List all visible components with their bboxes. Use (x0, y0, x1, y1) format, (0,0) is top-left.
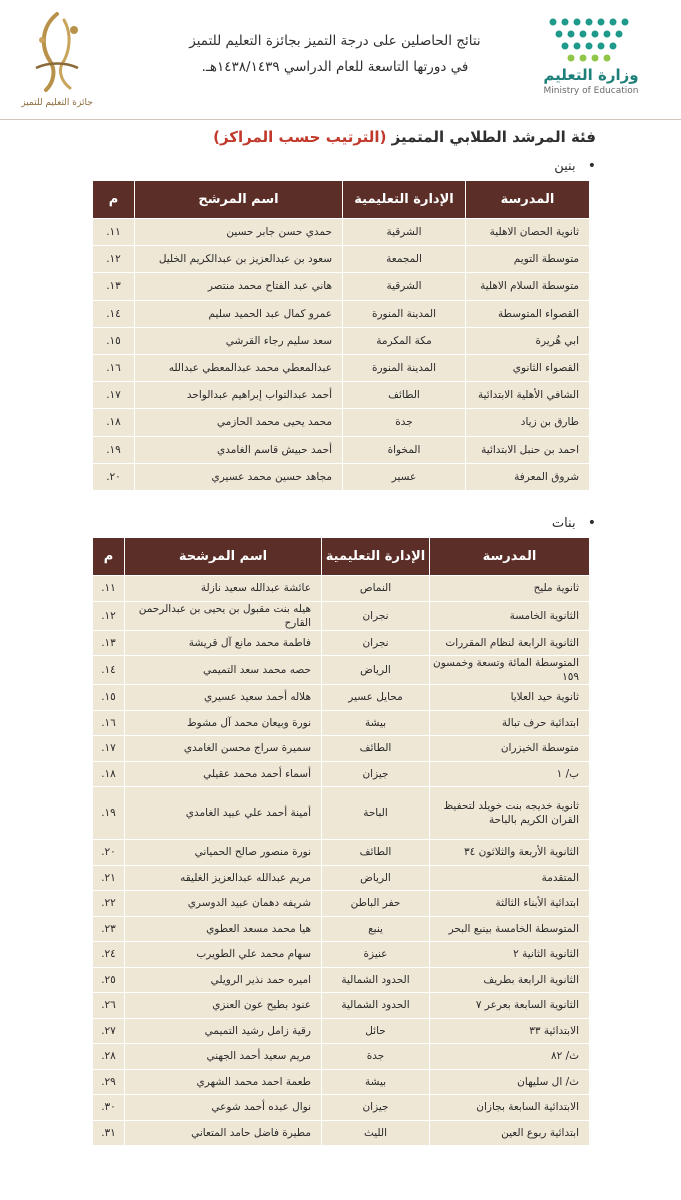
num-cell: ٢٠. (93, 463, 135, 490)
admin-cell: المدينة المنورة (343, 354, 466, 381)
girls-label-text: بنات (551, 516, 576, 531)
name-cell: رقية زامل رشيد التميمي (125, 1018, 322, 1044)
num-cell: ٢١. (93, 865, 125, 891)
admin-cell: الرياض (322, 865, 430, 891)
name-cell: نوال عبده أحمد شوعي (125, 1095, 322, 1121)
school-cell: ث/ ٨٢ (430, 1044, 590, 1070)
header-name: اسم المرشح (135, 181, 343, 219)
num-cell: ١٧. (93, 382, 135, 409)
num-cell: ٢٤. (93, 942, 125, 968)
num-cell: ٢٣. (93, 916, 125, 942)
table-row (93, 656, 590, 685)
table-header-row (93, 181, 590, 219)
school-cell: الثانوية الرابعة بطريف (430, 967, 590, 993)
admin-cell: الباحة (322, 787, 430, 840)
table-row (93, 761, 590, 787)
school-cell: متوسطة الخيزران (430, 736, 590, 762)
num-cell: ١٥. (93, 685, 125, 711)
admin-cell: الطائف (322, 736, 430, 762)
boys-label-text: بنين (554, 159, 576, 174)
name-cell: أحمد عبدالتواب إبراهيم عبدالواحد (135, 382, 343, 409)
num-cell: ١٨. (93, 409, 135, 436)
name-cell: هاني عبد الفتاح محمد منتصر (135, 273, 343, 300)
num-cell: ٣٠. (93, 1095, 125, 1121)
table-row (93, 436, 590, 463)
admin-cell: المدينة المنورة (343, 300, 466, 327)
school-cell: الثانوية الأربعة والثلاثون ٣٤ (430, 840, 590, 866)
name-cell: هلاله أحمد سعيد عسيري (125, 685, 322, 711)
school-cell: ب/ ١ (430, 761, 590, 787)
num-cell: ١٢. (93, 601, 125, 630)
table-row (93, 601, 590, 630)
name-cell: سعد سليم رجاء القرشي (135, 327, 343, 354)
admin-cell: ينبع (322, 916, 430, 942)
admin-cell: الشرقية (343, 219, 466, 246)
school-cell: ثانوية خديجه بنت خويلد لتحفيظ القران الكريم بالباحة (430, 787, 590, 840)
table-row (93, 1095, 590, 1121)
num-cell: ١٢. (93, 246, 135, 273)
school-cell: القصواء الثانوي (466, 354, 590, 381)
admin-cell: الرياض (322, 656, 430, 685)
num-cell: ١٦. (93, 354, 135, 381)
table-header-row (93, 538, 590, 576)
ministry-name-en: Ministry of Education (543, 86, 639, 96)
admin-cell: بيشة (322, 1069, 430, 1095)
header-school: المدرسة (466, 181, 590, 219)
name-cell: أمينة أحمد علي عبيد الغامدي (125, 787, 322, 840)
num-cell: ٢٧. (93, 1018, 125, 1044)
ministry-logo (531, 14, 651, 104)
admin-cell: المخواة (343, 436, 466, 463)
girls-table (92, 537, 590, 1146)
admin-cell: عنيزة (322, 942, 430, 968)
name-cell: عنود بطيح عون العنزي (125, 993, 322, 1019)
admin-cell: الليث (322, 1120, 430, 1146)
table-row (93, 630, 590, 656)
num-cell: ١٣. (93, 273, 135, 300)
award-emblem-icon (12, 6, 102, 96)
num-cell: ١١. (93, 576, 125, 602)
page-header (0, 0, 681, 120)
num-cell: ١٦. (93, 710, 125, 736)
admin-cell: جيزان (322, 761, 430, 787)
num-cell: ١٧. (93, 736, 125, 762)
name-cell: عائشة عبدالله سعيد نازلة (125, 576, 322, 602)
name-cell: سعود بن عبدالعزيز بن عبدالكريم الخليل (135, 246, 343, 273)
name-cell: فاطمة محمد مانع آل قريشة (125, 630, 322, 656)
num-cell: ١٩. (93, 787, 125, 840)
table-row (93, 1044, 590, 1070)
school-cell: الثانوية الخامسة (430, 601, 590, 630)
num-cell: ٢٥. (93, 967, 125, 993)
title-line-1: نتائج الحاصلين على درجة التميز بجائزة التعليم للتميز (189, 33, 481, 49)
admin-cell: جدة (322, 1044, 430, 1070)
table-row (93, 300, 590, 327)
header-name: اسم المرشحة (125, 538, 322, 576)
girls-table-body (93, 576, 590, 1146)
admin-cell: الحدود الشمالية (322, 993, 430, 1019)
section-title-note: (الترتيب حسب المراكز) (213, 128, 387, 146)
school-cell: المتوسطة المائة وتسعة وخمسون ١٥٩ (430, 656, 590, 685)
school-cell: الثانوية السابعة بعرعر ٧ (430, 993, 590, 1019)
name-cell: أحمد حبيش قاسم الغامدي (135, 436, 343, 463)
header-num: م (93, 538, 125, 576)
school-cell: الثانوية الثانية ٢ (430, 942, 590, 968)
admin-cell: الشرقية (343, 273, 466, 300)
name-cell: نورة وبيعان محمد آل مشوط (125, 710, 322, 736)
header-num: م (93, 181, 135, 219)
boys-table-body (93, 219, 590, 491)
admin-cell: نجران (322, 601, 430, 630)
table-row (93, 685, 590, 711)
name-cell: عبدالمعطي محمد عبدالمعطي عبدالله (135, 354, 343, 381)
table-row (93, 463, 590, 490)
header-admin: الإدارة التعليمية (322, 538, 430, 576)
table-row (93, 787, 590, 840)
table-row (93, 942, 590, 968)
name-cell: مجاهد حسين محمد عسيري (135, 463, 343, 490)
table-row (93, 1120, 590, 1146)
table-row (93, 840, 590, 866)
school-cell: الابتدائية ٣٣ (430, 1018, 590, 1044)
admin-cell: مكة المكرمة (343, 327, 466, 354)
table-row (93, 736, 590, 762)
num-cell: ٢٨. (93, 1044, 125, 1070)
num-cell: ١٣. (93, 630, 125, 656)
num-cell: ١٥. (93, 327, 135, 354)
school-cell: الثانوية الرابعة لنظام المقررات (430, 630, 590, 656)
table-row (93, 710, 590, 736)
school-cell: الابتدائية السابعة بجازان (430, 1095, 590, 1121)
girls-label (552, 515, 596, 531)
school-cell: ابي هُريرة (466, 327, 590, 354)
table-row (93, 354, 590, 381)
school-cell: المتقدمة (430, 865, 590, 891)
table-row (93, 576, 590, 602)
school-cell: ابتدائية ربوع العين (430, 1120, 590, 1146)
ministry-name-ar: وزارة التعليم (543, 66, 639, 84)
header-school: المدرسة (430, 538, 590, 576)
admin-cell: نجران (322, 630, 430, 656)
table-row (93, 1018, 590, 1044)
name-cell: هيله بنت مقبول بن يحيى بن عبدالرحمن القارح (125, 601, 322, 630)
name-cell: مريم سعيد أحمد الجهني (125, 1044, 322, 1070)
ministry-dots-icon (543, 14, 633, 64)
table-row (93, 993, 590, 1019)
award-name: جائزة التعليم للتميز (21, 98, 93, 108)
school-cell: متوسطة التويم (466, 246, 590, 273)
table-row (93, 865, 590, 891)
name-cell: مطيرة فاضل حامد المتعاني (125, 1120, 322, 1146)
name-cell: شريفه دهمان عبيد الدوسري (125, 891, 322, 917)
name-cell: محمد يحيى محمد الحازمي (135, 409, 343, 436)
table-row (93, 1069, 590, 1095)
name-cell: حمدي حسن جابر حسين (135, 219, 343, 246)
admin-cell: حائل (322, 1018, 430, 1044)
school-cell: المتوسطة الخامسة بينبع البحر (430, 916, 590, 942)
table-row (93, 219, 590, 246)
admin-cell: جدة (343, 409, 466, 436)
header-admin: الإدارة التعليمية (343, 181, 466, 219)
num-cell: ١٨. (93, 761, 125, 787)
table-row (93, 967, 590, 993)
name-cell: عمرو كمال عبد الحميد سليم (135, 300, 343, 327)
num-cell: ١٤. (93, 300, 135, 327)
boys-table (92, 180, 590, 491)
school-cell: احمد بن حنبل الابتدائية (466, 436, 590, 463)
school-cell: ابتدائية حرف تبالة (430, 710, 590, 736)
num-cell: ٢٩. (93, 1069, 125, 1095)
admin-cell: الطائف (322, 840, 430, 866)
name-cell: سهام محمد علي الطويرب (125, 942, 322, 968)
table-row (93, 916, 590, 942)
num-cell: ١١. (93, 219, 135, 246)
admin-cell: المجمعة (343, 246, 466, 273)
section-title-text: فئة المرشد الطلابي المتميز (391, 128, 596, 146)
admin-cell: الحدود الشمالية (322, 967, 430, 993)
school-cell: شروق المعرفة (466, 463, 590, 490)
school-cell: ثانوية حيد العلايا (430, 685, 590, 711)
num-cell: ٣١. (93, 1120, 125, 1146)
name-cell: نورة منصور صالح الحمياني (125, 840, 322, 866)
name-cell: سميرة سراج محسن الغامدي (125, 736, 322, 762)
page-title (170, 28, 500, 80)
school-cell: ابتدائية الأبناء الثالثة (430, 891, 590, 917)
school-cell: متوسطة السلام الاهلية (466, 273, 590, 300)
table-row (93, 246, 590, 273)
admin-cell: محايل عسير (322, 685, 430, 711)
school-cell: القصواء المتوسطة (466, 300, 590, 327)
num-cell: ٢٠. (93, 840, 125, 866)
boys-label (554, 158, 596, 174)
admin-cell: حفر الباطن (322, 891, 430, 917)
table-row (93, 382, 590, 409)
admin-cell: عسير (343, 463, 466, 490)
table-row (93, 327, 590, 354)
school-cell: ث/ ال سليهان (430, 1069, 590, 1095)
table-row (93, 409, 590, 436)
admin-cell: جيزان (322, 1095, 430, 1121)
num-cell: ١٤. (93, 656, 125, 685)
school-cell: الشافي الأهلية الابتدائية (466, 382, 590, 409)
num-cell: ١٩. (93, 436, 135, 463)
name-cell: هيا محمد مسعد العطوي (125, 916, 322, 942)
section-title (213, 128, 596, 146)
num-cell: ٢٦. (93, 993, 125, 1019)
name-cell: مريم عبدالله عبدالعزيز الغليقه (125, 865, 322, 891)
school-cell: طارق بن زياد (466, 409, 590, 436)
name-cell: حصه محمد سعد التميمي (125, 656, 322, 685)
admin-cell: الطائف (343, 382, 466, 409)
admin-cell: بيشة (322, 710, 430, 736)
name-cell: طعمة احمد محمد الشهري (125, 1069, 322, 1095)
name-cell: اميره حمد نذير الرويلي (125, 967, 322, 993)
award-logo (12, 6, 102, 114)
school-cell: ثانوية الحصان الاهلية (466, 219, 590, 246)
num-cell: ٢٢. (93, 891, 125, 917)
table-row (93, 273, 590, 300)
school-cell: ثانوية مليح (430, 576, 590, 602)
table-row (93, 891, 590, 917)
admin-cell: النماص (322, 576, 430, 602)
name-cell: أسماء أحمد محمد عقيلي (125, 761, 322, 787)
title-line-2: في دورتها التاسعة للعام الدراسي ١٤٣٨/١٤٣٩هـ. (201, 59, 469, 75)
